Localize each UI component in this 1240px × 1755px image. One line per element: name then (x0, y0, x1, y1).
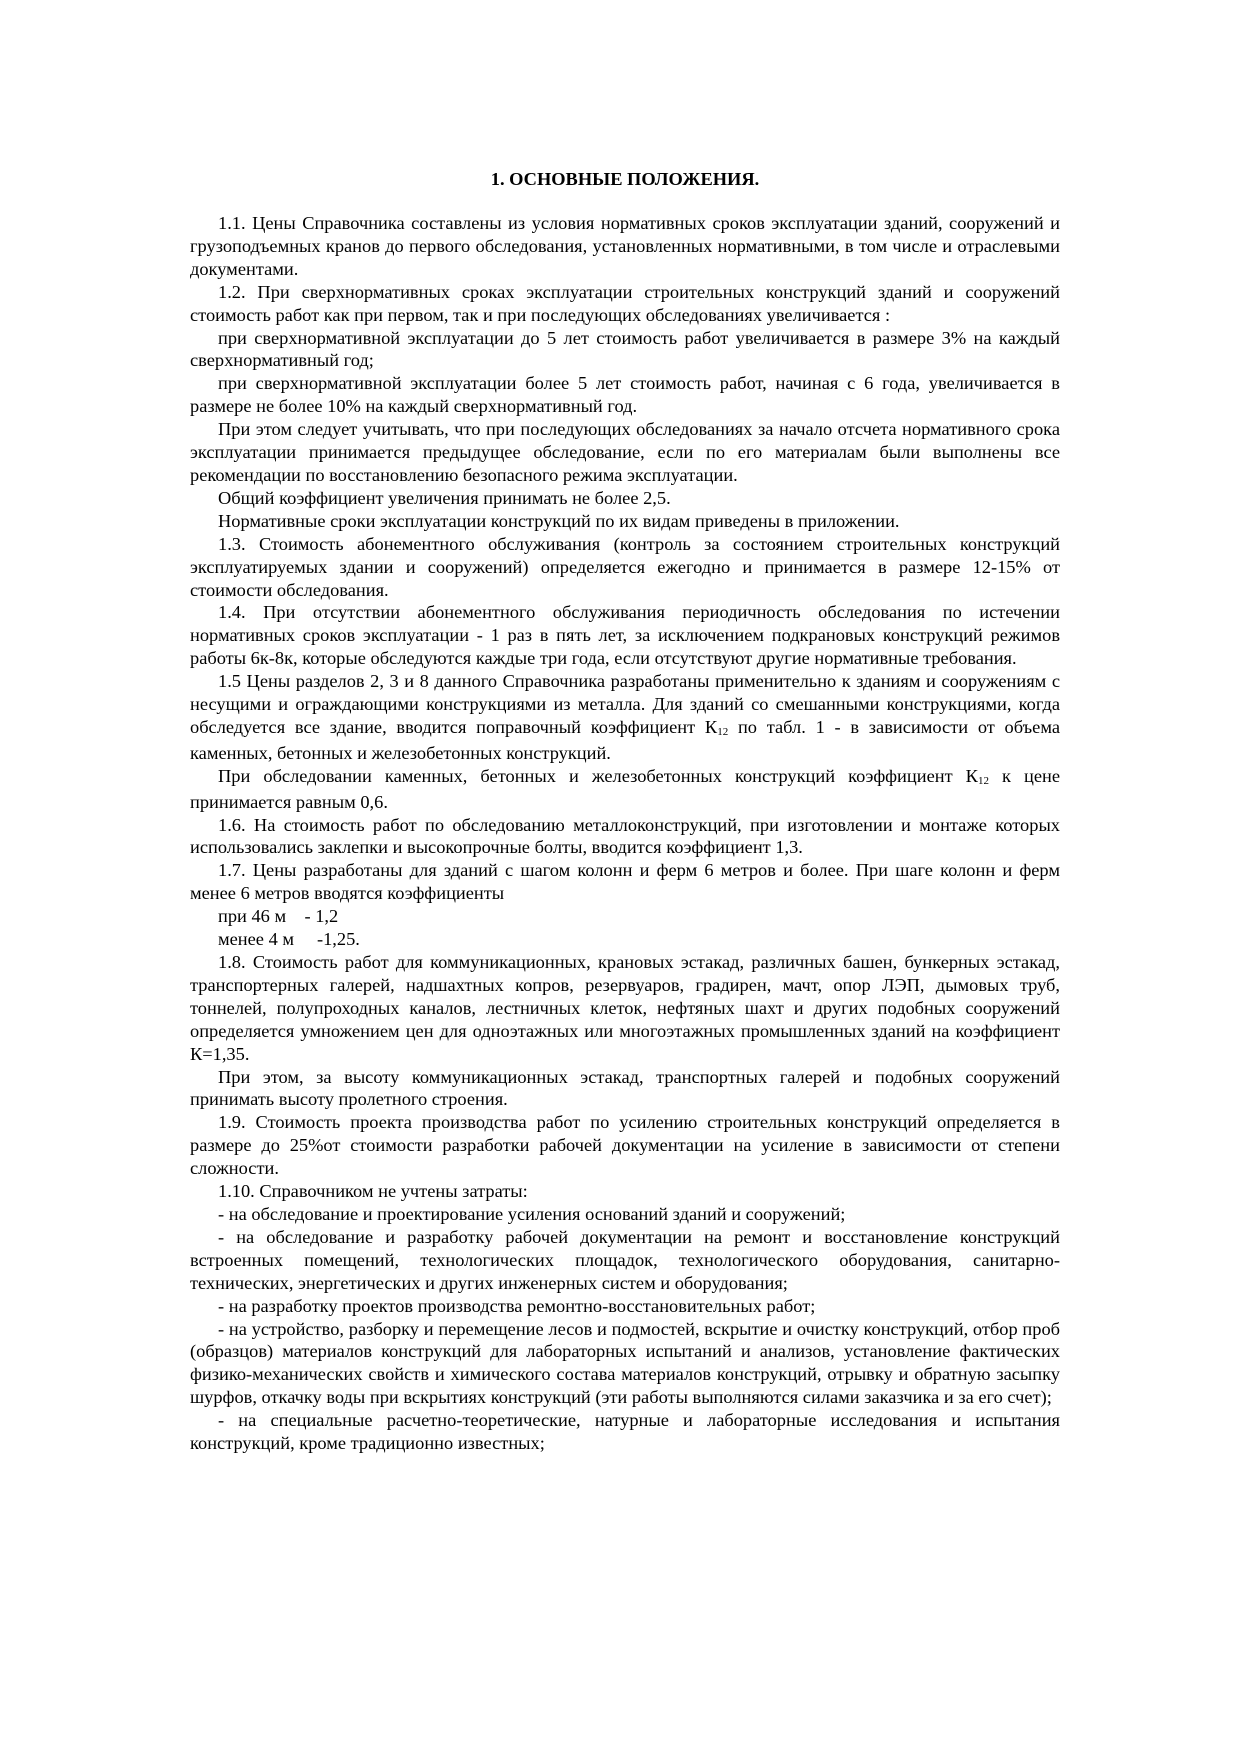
coefficient-line-2: менее 4 м -1,25. (218, 929, 360, 950)
paragraph-1-2-d: Общий коэффициент увеличения принимать не более 2,5. (218, 487, 671, 508)
paragraph-1-5-b-text: При обследовании каменных, бетонных и железобетонных конструкций коэффициент К (218, 765, 978, 786)
section-title: 1. ОСНОВНЫЕ ПОЛОЖЕНИЯ. (490, 169, 760, 189)
paragraph-1-3: 1.3. Стоимость абонементного обслуживания (контроль за состоянием строительных конструкций эксплуатируемых здании и сооружений) определяется ежегодно и принимается в размере 12-15% от стоимости обследования. (190, 533, 1060, 600)
list-item: - на разработку проектов производства ремонтно-восстановительных работ; (218, 1295, 816, 1316)
paragraph-1-8-a: При этом, за высоту коммуникационных эстакад, транспортных галерей и подобных сооружений принимать высоту пролетного строения. (190, 1066, 1060, 1110)
paragraph-1-10: 1.10. Справочником не учтены затраты: (218, 1181, 528, 1202)
list-item: - на обследование и разработку рабочей документации на ремонт и восстановление конструкций встроенных помещений, технологических площадок, технологического оборудования, санитарно-технических, энергетических и других инженерных систем и оборудования; (190, 1226, 1060, 1293)
document-page (190, 168, 1060, 1455)
paragraph-1-5-text-end: по табл. 1 - в зависимости от объема каменных, бетонных и железобетонных конструкций. (190, 716, 1060, 763)
paragraph-1-2-b: при сверхнормативной эксплуатации более 5 лет стоимость работ, начиная с 6 года, увеличивается в размере не более 10% на каждый сверхнормативный год. (190, 373, 1060, 417)
paragraph-1-2-c: При этом следует учитывать, что при последующих обследованиях за начало отсчета нормативного срока эксплуатации принимается предыдущее обследование, если по его материалам были выполнены все рекомендации по восстановлению безопасного режима эксплуатации. (190, 419, 1060, 485)
paragraph-1-1: 1.1. Цены Справочника составлены из условия нормативных сроков эксплуатации зданий, сооружений и грузоподъемных кранов до первого обследования, установленных нормативными, в том числе и отраслевыми документами. (190, 213, 1060, 279)
paragraph-1-8: 1.8. Стоимость работ для коммуникационных, крановых эстакад, различных башен, бункерных эстакад, транспортерных галерей, надшахтных копров, резервуаров, градирен, мачт, опор ЛЭП, дымовых труб, тоннелей, полупроходных каналов, лестничных клеток, нефтяных шахт и других подобных сооружений определяется умножением цен для одноэтажных или многоэтажных промышленных зданий на коэффициент К=1,35. (190, 952, 1060, 1064)
paragraph-1-2-e: Нормативные сроки эксплуатации конструкций по их видам приведены в приложении. (218, 510, 900, 531)
paragraph-1-5-text: 1.5 Цены разделов 2, 3 и 8 данного Справочника разработаны применительно к зданиям и сооружениям с несущими и ограждающими конструкциями из металла. Для зданий со смешанными конструкциями, когда обследуется все здание, вводится поправочный коэффициент К (190, 671, 1060, 737)
paragraph-1-4: 1.4. При отсутствии абонементного обслуживания периодичность обследования по истечении нормативных сроков эксплуатации - 1 раз в пять лет, за исключением подкрановых конструкций режимов работы 6к-8к, которые обследуются каждые три года, если отсутствуют другие нормативные требования. (190, 602, 1060, 669)
coefficient-line-1: при 46 м - 1,2 (218, 906, 339, 927)
list-item: - на обследование и проектирование усиления оснований зданий и сооружений; (218, 1203, 846, 1224)
paragraph-1-7: 1.7. Цены разработаны для зданий с шагом колонн и ферм 6 метров и более. При шаге колонн и ферм менее 6 метров вводятся коэффициенты (190, 860, 1060, 904)
paragraph-1-5-b-text-end: к цене принимается равным 0,6. (190, 765, 1060, 812)
coefficient-subscript: 12 (977, 774, 989, 787)
list-item: - на специальные расчетно-теоретические, натурные и лабораторные исследования и испытания конструкций, кроме традиционно известных; (190, 1410, 1060, 1454)
paragraph-1-2: 1.2. При сверхнормативных сроках эксплуатации строительных конструкций зданий и сооружений стоимость работ как при первом, так и при последующих обследованиях увеличивается : (190, 281, 1060, 325)
paragraph-1-5 (190, 670, 1060, 765)
list-item: - на устройство, разборку и перемещение лесов и подмостей, вскрытие и очистку конструкций, отбор проб (образцов) материалов конструкций для лабораторных испытаний и анализов, установление фактических физико-механических свойств и химического состава материалов конструкций, отрывку и обратную засыпку шурфов, откачку воды при вскрытиях конструкций (эти работы выполняются силами заказчика и за его счет); (190, 1318, 1060, 1408)
paragraph-1-9: 1.9. Стоимость проекта производства работ по усилению строительных конструкций определяется в размере до 25%от стоимости разработки рабочей документации на усиление в зависимости от степени сложности. (190, 1112, 1060, 1179)
paragraph-1-2-a: при сверхнормативной эксплуатации до 5 лет стоимость работ увеличивается в размере 3% на каждый сверхнормативный год; (190, 327, 1060, 371)
coefficient-subscript: 12 (717, 725, 729, 738)
paragraph-1-5-b (190, 765, 1060, 814)
paragraph-1-6: 1.6. На стоимость работ по обследованию металлоконструкций, при изготовлении и монтаже которых использовались заклепки и высокопрочные болты, вводится коэффициент 1,3. (190, 814, 1060, 858)
